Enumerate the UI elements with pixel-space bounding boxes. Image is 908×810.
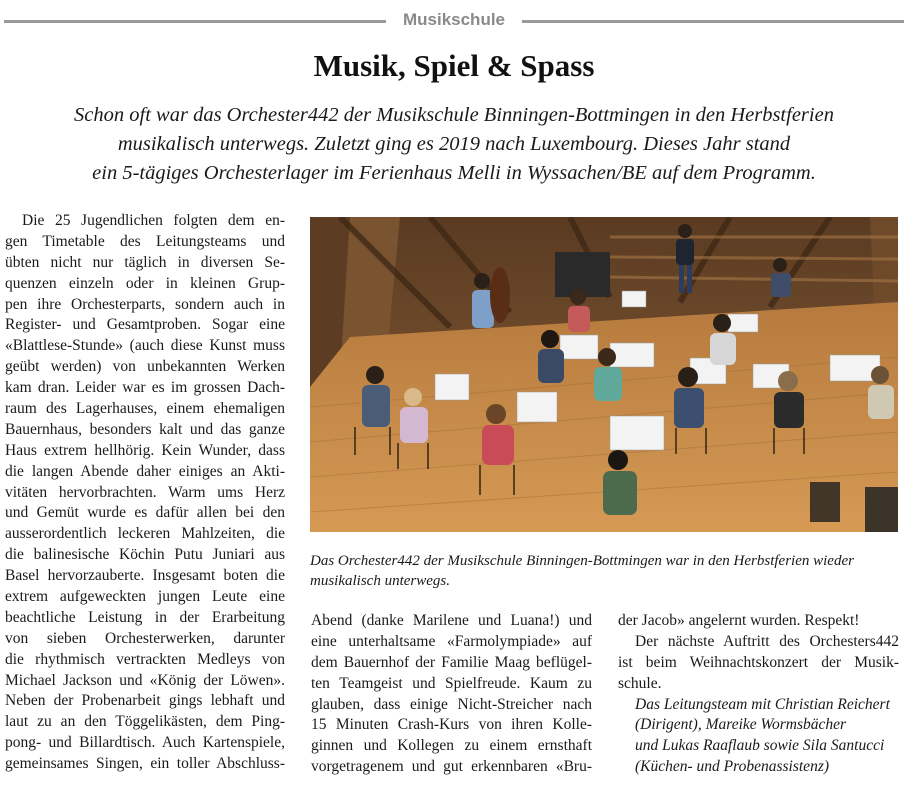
body-line: pen ihre Orchesterparts, sondern auch in [5, 295, 285, 313]
body-line: Neben der Probenarbeit gings lebhaft und [5, 692, 285, 710]
author-credit-line: Das Leitungsteam mit Christian Reichert [635, 695, 890, 713]
body-line: die balinesische Köchin Putu Juniari aus [5, 546, 285, 564]
article-headline: Musik, Spiel & Spass [313, 48, 595, 83]
body-line: Die 25 Jugendlichen folgten dem en- [22, 212, 285, 229]
body-column-3 [618, 611, 899, 778]
body-line: Michael Jackson und «König der Löwen». [5, 671, 285, 689]
caption-line: Das Orchester442 der Musikschule Binningen-Bottmingen war in den Herbstferien wieder [310, 553, 854, 569]
body-line: eine unterhaltsame «Farmolympiade» auf [311, 632, 592, 650]
photo-illustration [310, 217, 898, 532]
body-column-2 [311, 611, 592, 778]
body-line: die langen Abende daher einiges an Akti- [5, 462, 285, 480]
body-line: Abend (danke Marilene und Luana!) und [311, 612, 592, 629]
caption-line: musikalisch unterwegs. [310, 573, 450, 589]
body-line: vitäten hervorbrachten. Warm ums Herz [5, 483, 285, 501]
body-line: glauben, dass einige Nicht-Streicher nach [311, 695, 592, 713]
article-lead [30, 101, 878, 188]
body-line: der Jacob» angelernt wurden. Respekt! [618, 612, 860, 629]
body-line: geübt werden) von unbekannten Werken [5, 358, 285, 376]
author-credit-line: und Lukas Raaflaub sowie Sila Santucci [635, 737, 885, 755]
body-line: ginnen und Kollegen zu einem ernsthaft [311, 737, 592, 755]
photo-caption [310, 551, 902, 591]
body-line: Haus extrem hellhörig. Kein Wunder, dass [5, 441, 285, 459]
body-line: gen Timetable des Leitungsteams und [5, 232, 285, 250]
body-line: vorgetragenem und gut erkennbaren «Bru- [311, 758, 592, 776]
body-line: kam dran. Leider war es im grossen Dach- [5, 379, 285, 397]
body-line: raum des Lagerhauses, einem ehemaligen [5, 400, 285, 418]
body-line: schule. [618, 674, 662, 692]
lead-line: ein 5-tägiges Orchesterlager im Ferienhaus Melli in Wyssachen/BE auf dem Programm. [92, 162, 816, 184]
body-line: dem Bauernhof der Familie Maag beflügel- [311, 653, 592, 671]
section-rule-left [4, 20, 386, 23]
body-line: ausserordentlich leckeren Mahlzeiten, die [5, 525, 285, 543]
orchestra-rehearsal-photo [310, 217, 898, 532]
body-line: Register- und Gesamtproben. Sogar eine [5, 316, 285, 334]
body-line: Der nächste Auftritt des Orchesters442 [635, 632, 899, 650]
body-line: ten Teamgeist und Spielfreude. Kaum zu [311, 674, 592, 692]
lead-line: musikalisch unterwegs. Zuletzt ging es 2019 nach Luxembourg. Dieses Jahr stand [117, 133, 791, 155]
body-column-1 [5, 211, 285, 775]
body-line: laut zu an den Töggelikästen, dem Ping- [5, 713, 285, 731]
body-line: «Blattlese-Stunde» (auch diese Kunst muss [5, 337, 285, 355]
body-line: quenzen einzeln oder in kleinen Grup- [5, 274, 285, 292]
body-line: Bauernhaus, besonders kalt und das ganze [5, 420, 285, 438]
body-line: pong- und Billardtisch. Auch Kartenspiele, [5, 734, 285, 752]
body-line: extrem aufgeweckten jungen Leute eine [5, 588, 285, 606]
body-line: 15 Minuten Crash-Kurs von ihren Kolle- [311, 716, 592, 734]
body-line: übten nicht nur täglich in diversen Se- [5, 253, 285, 271]
body-line: gemeinsames Singen, ein toller Abschluss- [5, 755, 285, 773]
body-line: Basel hervorzauberte. Insgesamt boten die [5, 567, 285, 585]
section-label: Musikschule [402, 10, 506, 29]
body-line: beachtliche Leistung in der Erarbeitung [5, 608, 285, 626]
body-line: die rhythmisch vertrackten Medleys von [5, 650, 285, 668]
author-credit-line: (Küchen- und Probenassistenz) [635, 758, 830, 776]
lead-line: Schon oft war das Orchester442 der Musikschule Binningen-Bottmingen in den Herbstferien [74, 104, 834, 126]
section-rule-right [522, 20, 904, 23]
body-line: und Gemüt wurde es dafür allen bei den [5, 504, 285, 522]
section-header [4, 9, 904, 31]
author-credit-line: (Dirigent), Mareike Wormsbächer [635, 716, 847, 734]
body-line: von sieben Orchesterwerken, darunter [5, 629, 285, 647]
body-line: ist beim Weihnachtskonzert der Musik- [618, 653, 899, 671]
